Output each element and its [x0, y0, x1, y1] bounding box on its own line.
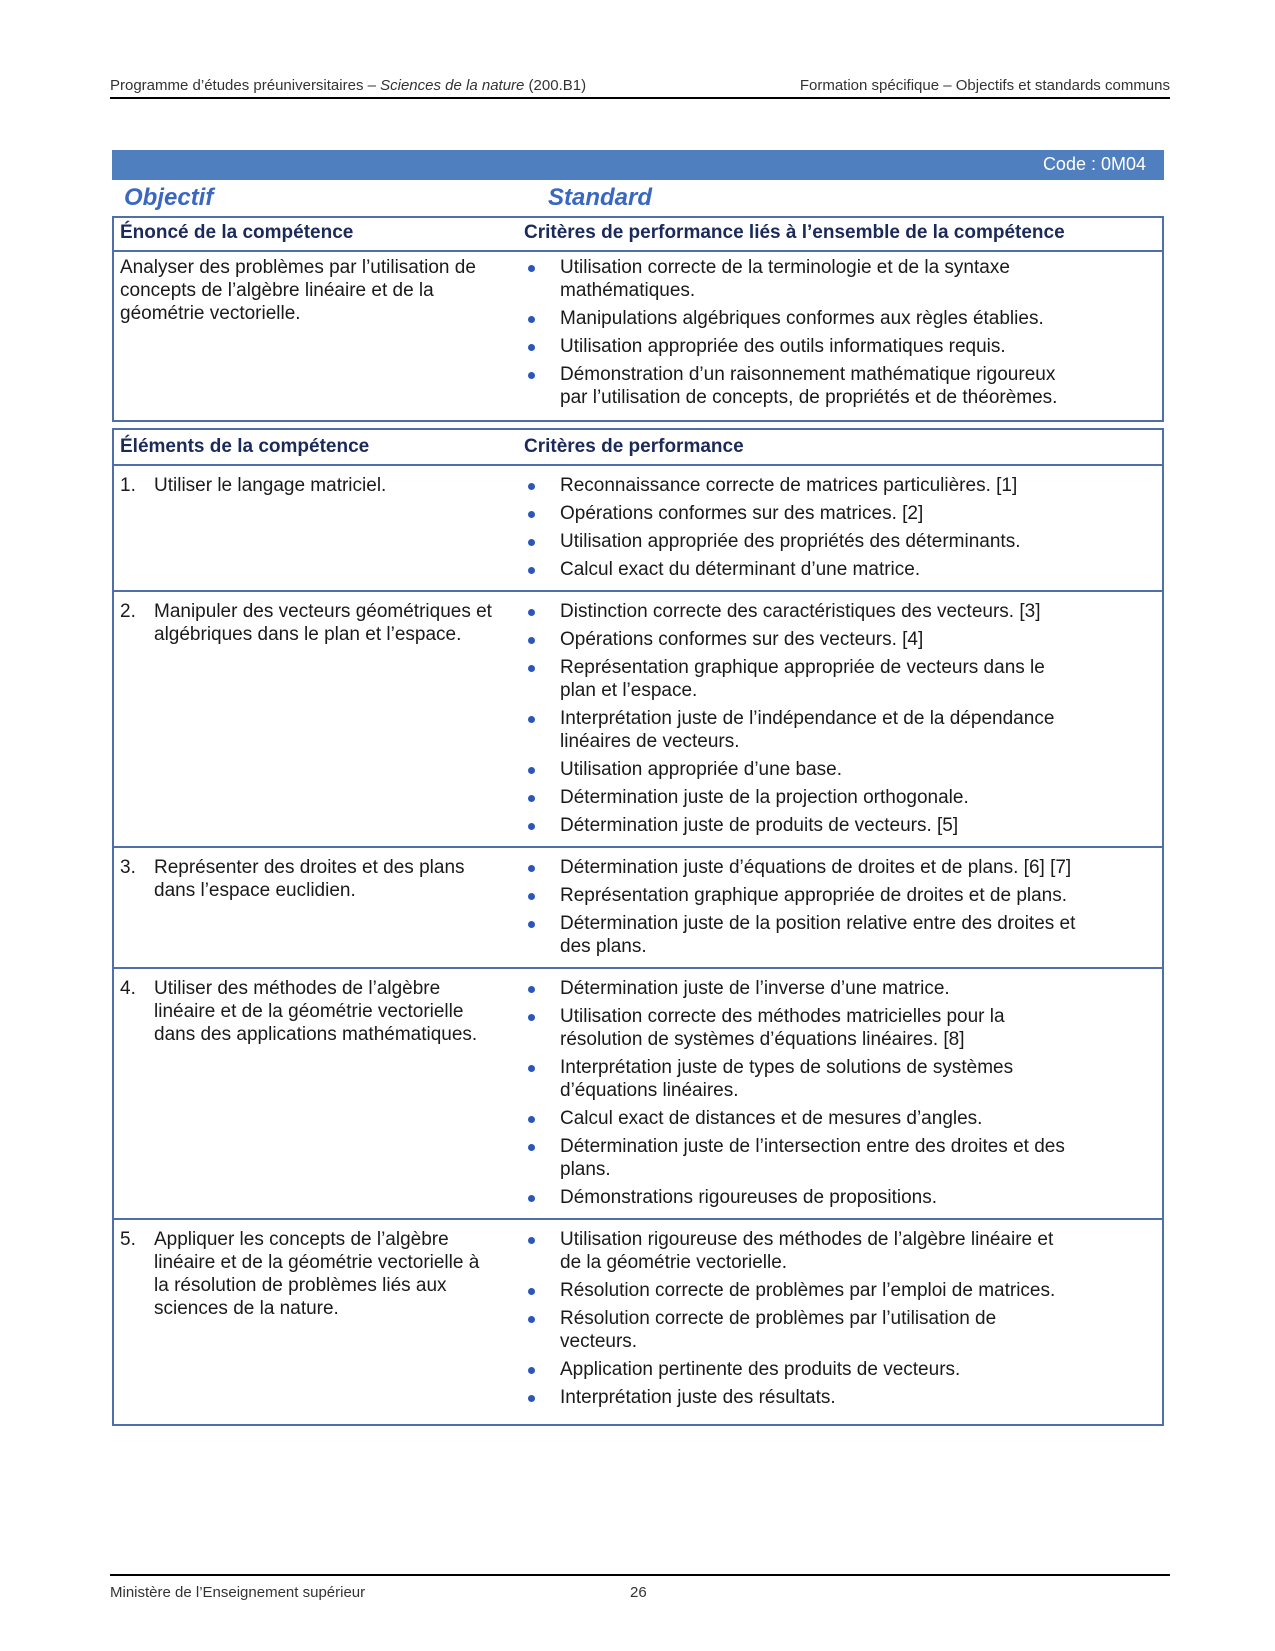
elements-header: Éléments de la compétence	[120, 436, 370, 457]
bullet-icon	[528, 1195, 535, 1202]
row-divider	[114, 590, 1162, 592]
critere-text: Utilisation rigoureuse des méthodes de l’algèbre linéaire et	[560, 1229, 1054, 1250]
critere-text: linéaires de vecteurs.	[560, 731, 740, 752]
critere-text: Résolution correcte de problèmes par l’emploi de matrices.	[560, 1280, 1056, 1301]
bullet-icon	[528, 795, 535, 802]
critere-text: Application pertinente des produits de vecteurs.	[560, 1359, 961, 1380]
bullet-icon	[528, 1065, 535, 1072]
bullet-icon	[528, 1316, 535, 1323]
element-text: linéaire et de la géométrie vectorielle	[154, 1001, 464, 1022]
critere-text: Détermination juste de la position relative entre des droites et	[560, 913, 1076, 934]
critere-global-text: mathématiques.	[560, 280, 696, 301]
element-number: 1.	[120, 475, 136, 496]
critere-text: d’équations linéaires.	[560, 1080, 739, 1101]
enonce-text: Analyser des problèmes par l’utilisation de	[120, 257, 476, 278]
critere-text: Opérations conformes sur des vecteurs. [4]	[560, 629, 924, 650]
bullet-icon	[528, 483, 535, 490]
page-footer	[110, 1574, 1170, 1601]
bullet-icon	[528, 986, 535, 993]
element-number: 3.	[120, 857, 136, 878]
critere-text: Représentation graphique appropriée de vecteurs dans le	[560, 657, 1045, 678]
critere-text: Calcul exact du déterminant d’une matrice.	[560, 559, 921, 580]
element-text: la résolution de problèmes liés aux	[154, 1275, 447, 1296]
footer-ministry: Ministère de l’Enseignement supérieur	[110, 1584, 366, 1601]
element-text: sciences de la nature.	[154, 1298, 339, 1319]
bullet-icon	[528, 1237, 535, 1244]
bullet-icon	[528, 609, 535, 616]
element-text: Appliquer les concepts de l’algèbre	[154, 1229, 449, 1250]
critere-global-text: Utilisation correcte de la terminologie et de la syntaxe	[560, 257, 1010, 278]
element-text: Représenter des droites et des plans	[154, 857, 465, 878]
element-number: 5.	[120, 1229, 136, 1250]
critere-text: Interprétation juste de types de solutions de systèmes	[560, 1057, 1014, 1078]
critere-global-text: Utilisation appropriée des outils informatiques requis.	[560, 336, 1006, 357]
bullet-icon	[528, 1116, 535, 1123]
critere-text: Résolution correcte de problèmes par l’utilisation de	[560, 1308, 997, 1329]
row-divider	[114, 846, 1162, 848]
element-text: dans l’espace euclidien.	[154, 880, 356, 901]
row-divider	[114, 1218, 1162, 1220]
bullet-icon	[528, 1288, 535, 1295]
bullet-icon	[528, 265, 535, 272]
bullet-icon	[528, 893, 535, 900]
competence-table	[112, 216, 1164, 422]
table-divider	[114, 464, 1162, 466]
critere-text: Détermination juste d’équations de droites et de plans. [6] [7]	[560, 857, 1072, 878]
bullet-icon	[528, 823, 535, 830]
enonce-text: concepts de l’algèbre linéaire et de la	[120, 280, 434, 301]
bullet-icon	[528, 865, 535, 872]
element-number: 4.	[120, 978, 136, 999]
element-number: 2.	[120, 601, 136, 622]
critere-global-text: Manipulations algébriques conformes aux règles établies.	[560, 308, 1044, 329]
bullet-icon	[528, 316, 535, 323]
bullet-icon	[528, 665, 535, 672]
critere-text: résolution de systèmes d’équations linéaires. [8]	[560, 1029, 965, 1050]
critere-text: Représentation graphique appropriée de droites et de plans.	[560, 885, 1068, 906]
bullet-icon	[528, 1395, 535, 1402]
page-header	[110, 75, 1170, 99]
critere-text: Opérations conformes sur des matrices. [2]	[560, 503, 924, 524]
bullet-icon	[528, 716, 535, 723]
bullet-icon	[528, 1014, 535, 1021]
bullet-icon	[528, 1144, 535, 1151]
critere-text: de la géométrie vectorielle.	[560, 1252, 788, 1273]
bullet-icon	[528, 921, 535, 928]
critere-text: Démonstrations rigoureuses de propositions.	[560, 1187, 938, 1208]
element-text: Utiliser des méthodes de l’algèbre	[154, 978, 441, 999]
criteres-header: Critères de performance	[524, 436, 744, 457]
critere-text: Utilisation appropriée d’une base.	[560, 759, 843, 780]
critere-text: Reconnaissance correcte de matrices particulières. [1]	[560, 475, 1018, 496]
element-text: algébriques dans le plan et l’espace.	[154, 624, 462, 645]
section-title: Formation spécifique – Objectifs et standards communs	[799, 77, 1170, 94]
critere-text: des plans.	[560, 936, 647, 957]
competence-code: Code : 0M04	[1042, 154, 1146, 174]
criteres-global-header: Critères de performance liés à l’ensemble de la compétence	[524, 222, 1065, 243]
critere-text: Interprétation juste de l’indépendance et de la dépendance	[560, 708, 1055, 729]
bullet-icon	[528, 344, 535, 351]
code-bar	[112, 150, 1164, 180]
critere-text: Détermination juste de la projection orthogonale.	[560, 787, 969, 808]
bullet-icon	[528, 1367, 535, 1374]
critere-text: Utilisation correcte des méthodes matricielles pour la	[560, 1006, 1005, 1027]
critere-text: Calcul exact de distances et de mesures d’angles.	[560, 1108, 983, 1129]
critere-text: Détermination juste de l’inverse d’une matrice.	[560, 978, 950, 999]
table-divider	[114, 250, 1162, 252]
critere-global-text: par l’utilisation de concepts, de propriétés et de théorèmes.	[560, 387, 1058, 408]
bullet-icon	[528, 372, 535, 379]
program-title: Programme d’études préuniversitaires – Sciences de la nature (200.B1)	[110, 77, 587, 94]
element-text: dans des applications mathématiques.	[154, 1024, 478, 1045]
enonce-header: Énoncé de la compétence	[120, 222, 354, 243]
critere-global-text: Démonstration d’un raisonnement mathématique rigoureux	[560, 364, 1056, 385]
enonce-text: géométrie vectorielle.	[120, 303, 301, 324]
row-divider	[114, 967, 1162, 969]
bullet-icon	[528, 511, 535, 518]
elements-table	[112, 428, 1164, 1426]
critere-text: Interprétation juste des résultats.	[560, 1387, 836, 1408]
bullet-icon	[528, 567, 535, 574]
element-text: Utiliser le langage matriciel.	[154, 475, 387, 496]
critere-text: vecteurs.	[560, 1331, 638, 1352]
critere-text: Détermination juste de produits de vecteurs. [5]	[560, 815, 959, 836]
critere-text: plan et l’espace.	[560, 680, 698, 701]
critere-text: Utilisation appropriée des propriétés des déterminants.	[560, 531, 1021, 552]
page-number: 26	[630, 1584, 647, 1601]
objectif-heading: Objectif	[124, 184, 214, 211]
element-text: Manipuler des vecteurs géométriques et	[154, 601, 492, 622]
bullet-icon	[528, 767, 535, 774]
column-headings	[112, 182, 1164, 212]
critere-text: plans.	[560, 1159, 611, 1180]
element-text: linéaire et de la géométrie vectorielle à	[154, 1252, 480, 1273]
critere-text: Distinction correcte des caractéristiques des vecteurs. [3]	[560, 601, 1041, 622]
bullet-icon	[528, 637, 535, 644]
critere-text: Détermination juste de l’intersection entre des droites et des	[560, 1136, 1065, 1157]
bullet-icon	[528, 539, 535, 546]
standard-heading: Standard	[548, 184, 653, 211]
